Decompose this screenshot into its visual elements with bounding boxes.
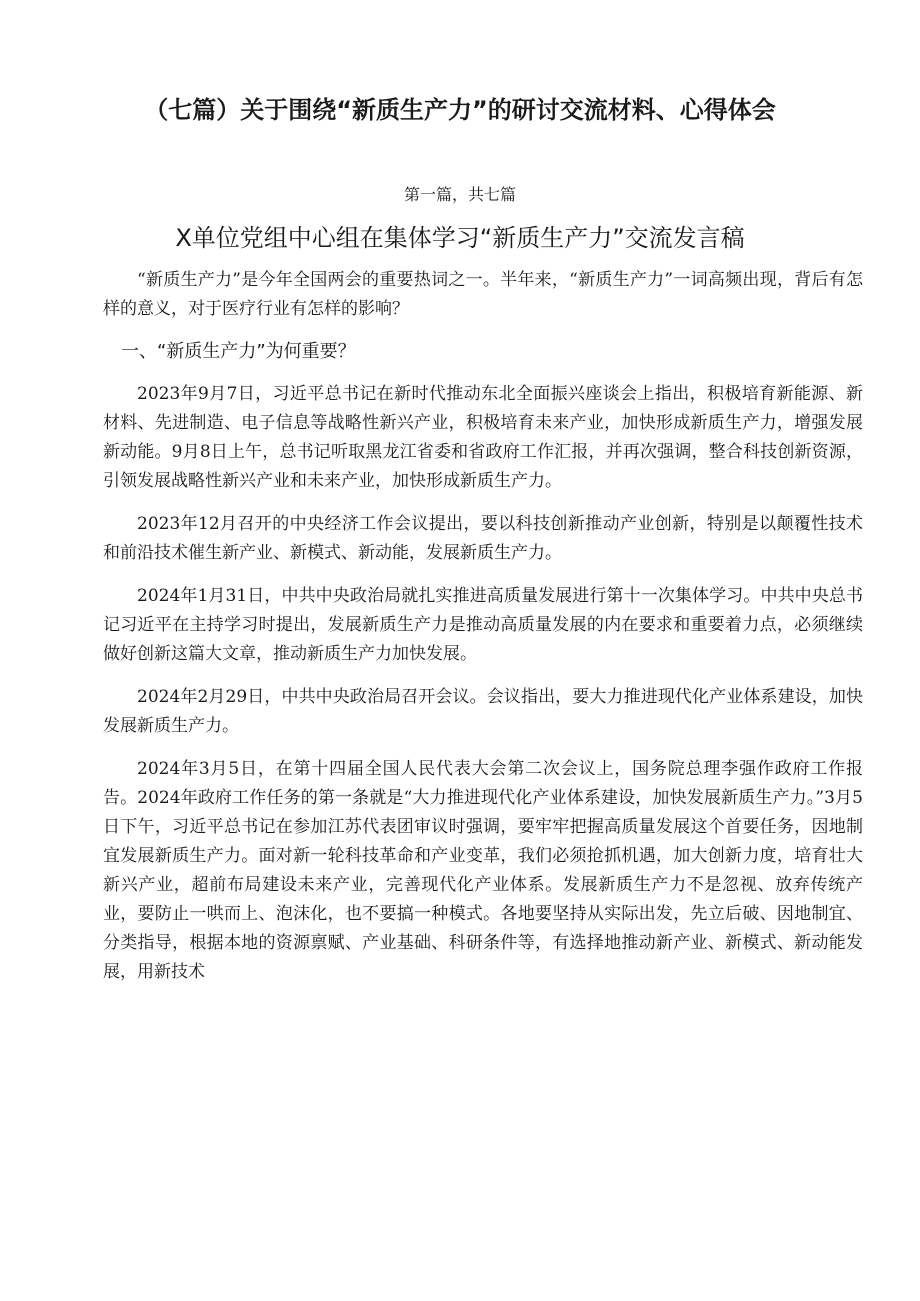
body-paragraph: 2024年3月5日，在第十四届全国人民代表大会第二次会议上，国务院总理李强作政府工作报告。2024年政府工作任务的第一条就是“大力推进现代化产业体系建设，加快发展新质生产力。”3月5日下午，习近平总书记在参加江苏代表团审议时强调，要牢牢把握高质量发展这个首要任务，因地制宜发展新质生产力。面对新一轮科技革命和产业变革，我们必须抢抓机遇，加大创新力度，培育壮大新兴产业，超前布局建设未来产业，完善现代化产业体系。发展新质生产力不是忽视、放弃传统产业，要防止一哄而上、泡沫化，也不要搞一种模式。各地要坚持从实际出发，先立后破、因地制宜、分类指导，根据本地的资源禀赋、产业基础、科研条件等，有选择地推动新产业、新模式、新动能发展，用新技术 bbox=[103, 759, 863, 982]
section-heading: 一、“新质生产力”为何重要？ bbox=[121, 341, 356, 362]
document-title: （七篇）关于围绕“新质生产力”的研讨交流材料、心得体会 bbox=[144, 96, 776, 124]
part-label: 第一篇，共七篇 bbox=[403, 185, 516, 204]
document-body bbox=[103, 266, 863, 1001]
body-paragraph: 2024年2月29日，中共中央政治局召开会议。会议指出，要大力推进现代化产业体系建设，加快发展新质生产力。 bbox=[103, 687, 863, 736]
body-paragraph: 2023年9月7日，习近平总书记在新时代推动东北全面振兴座谈会上指出，积极培育新能源、新材料、先进制造、电子信息等战略性新兴产业，积极培育未来产业，加快形成新质生产力，增强发展新动能。9月8日上午，总书记听取黑龙江省委和省政府工作汇报，并再次强调，整合科技创新资源，引领发展战略性新兴产业和未来产业，加快形成新质生产力。 bbox=[103, 384, 863, 491]
body-paragraph: 2024年1月31日，中共中央政治局就扎实推进高质量发展进行第十一次集体学习。中共中央总书记习近平在主持学习时提出，发展新质生产力是推动高质量发展的内在要求和重要着力点，必须继续做好创新这篇大文章，推动新质生产力加快发展。 bbox=[103, 586, 863, 664]
article-title: X单位党组中心组在集体学习“新质生产力”交流发言稿 bbox=[175, 224, 745, 252]
body-paragraph: 2023年12月召开的中央经济工作会议提出，要以科技创新推动产业创新，特别是以颠覆性技术和前沿技术催生新产业、新模式、新动能，发展新质生产力。 bbox=[103, 514, 863, 563]
intro-paragraph: “新质生产力”是今年全国两会的重要热词之一。半年来，“新质生产力”一词高频出现，背后有怎样的意义，对于医疗行业有怎样的影响？ bbox=[103, 270, 863, 319]
